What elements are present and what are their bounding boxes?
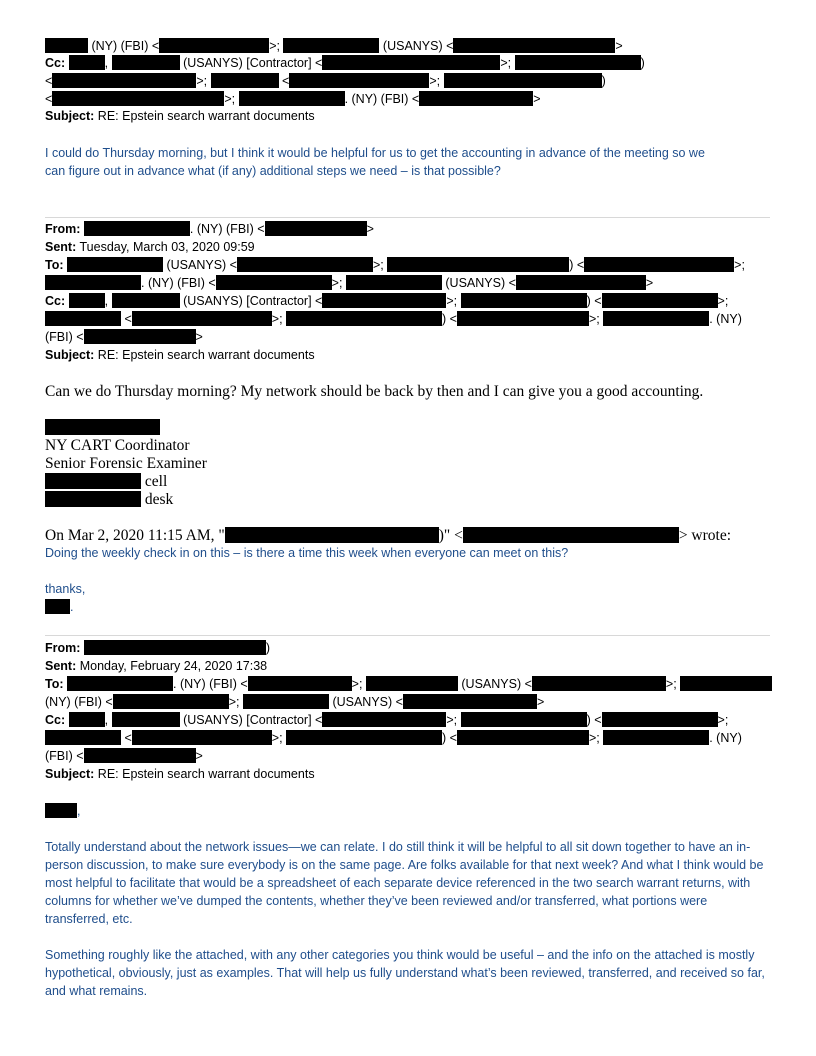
email2-to-line <box>45 256 745 274</box>
text: > <box>536 695 545 709</box>
text: (USANYS) < <box>163 258 237 272</box>
redaction <box>67 257 163 272</box>
subject: RE: Epstein search warrant documents <box>97 109 315 123</box>
redaction <box>387 257 569 272</box>
redaction <box>453 38 615 53</box>
text: , <box>104 56 112 70</box>
divider <box>45 635 770 636</box>
redaction <box>403 694 537 709</box>
text: > <box>195 330 203 344</box>
text: (USANYS) < <box>379 39 454 53</box>
text: . (NY) (FBI) < <box>173 677 248 691</box>
text: (USANYS) [Contractor] < <box>179 56 323 70</box>
to-label: To: <box>45 677 64 691</box>
redaction <box>52 91 224 106</box>
redaction <box>322 293 446 308</box>
text: )" < <box>438 527 463 544</box>
text: > <box>195 749 203 763</box>
redaction <box>457 311 589 326</box>
text: desk <box>144 491 174 508</box>
text: > <box>615 39 623 53</box>
redaction <box>289 73 429 88</box>
email3-paragraph-1: Totally understand about the network issues—we can relate. I do still think it will be helpful to all sit down together to have an in-person discussion, to make sure everybody is on the same page. Are folks available for that next week? And what I think would be most helpful to facilitate that would be a spreadsheet of each separate device referenced in the two search warrant returns, with columns for whether we’ve dumped the contents, whether they’ve been reviewed and/or transferred, what portions were transferred, etc. <box>45 840 764 926</box>
email3-cc-line-3 <box>45 747 203 765</box>
text: . (NY) <box>709 731 742 745</box>
redaction <box>211 73 279 88</box>
redaction <box>113 694 229 709</box>
redaction <box>69 712 105 727</box>
text: > <box>533 92 541 106</box>
email3-cc-line-2 <box>45 729 742 747</box>
redaction <box>45 419 160 435</box>
text: >; <box>446 713 461 727</box>
email1-cc-line <box>45 54 645 72</box>
redaction <box>112 712 180 727</box>
text: >; <box>734 258 745 272</box>
email2-cc-line <box>45 292 728 310</box>
email1-cc-line-3 <box>45 90 541 108</box>
text: >; <box>331 276 346 290</box>
email1-subject-line <box>45 107 315 125</box>
email1-body-line-2: can figure out in advance what (if any) additional steps we need – is that possible? <box>45 164 501 178</box>
email3-from-line <box>45 639 270 657</box>
text: ) < <box>586 713 602 727</box>
text: (FBI) < <box>45 330 84 344</box>
signature-desk <box>45 491 173 509</box>
text: , <box>104 294 112 308</box>
redaction <box>680 676 772 691</box>
text: >; <box>271 312 287 326</box>
text: (USANYS) < <box>441 276 516 290</box>
text: ) <box>265 641 271 655</box>
redaction <box>52 73 196 88</box>
subject-label: Subject: <box>45 348 95 362</box>
signature-name <box>45 419 160 437</box>
text: >; <box>228 695 243 709</box>
redaction <box>225 527 439 543</box>
text: , <box>104 713 112 727</box>
text: < <box>45 92 53 106</box>
redaction <box>419 91 533 106</box>
text: >; <box>588 731 604 745</box>
redaction <box>45 730 121 745</box>
redaction <box>45 803 77 818</box>
subject-label: Subject: <box>45 109 95 123</box>
email2-cc-line-2 <box>45 310 742 328</box>
text: > <box>366 222 374 236</box>
to-label: To: <box>45 258 64 272</box>
text: . <box>70 600 74 614</box>
text: . (NY) (FBI) < <box>189 222 265 236</box>
text: < <box>45 74 53 88</box>
email2-from-line <box>45 220 374 238</box>
redaction <box>265 221 367 236</box>
text: (USANYS) [Contractor] < <box>179 294 323 308</box>
text: cell <box>144 473 168 490</box>
redaction <box>602 712 718 727</box>
text: >; <box>271 731 287 745</box>
email2-sent-line <box>45 238 255 256</box>
text: (NY) (FBI) < <box>88 39 160 53</box>
redaction <box>45 275 141 290</box>
cc-label: Cc: <box>45 294 66 308</box>
redaction <box>69 293 105 308</box>
email1-recipients-line <box>45 37 623 55</box>
redaction <box>84 329 196 344</box>
text: > <box>645 276 654 290</box>
redaction <box>366 676 458 691</box>
signature-title-1: NY CART Coordinator <box>45 437 190 454</box>
text: >; <box>372 258 388 272</box>
subject-label: Subject: <box>45 767 95 781</box>
sent-label: Sent: <box>45 240 77 254</box>
text: < <box>121 312 132 326</box>
quoted-body: Doing the weekly check in on this – is there a time this week when everyone can meet on this? <box>45 546 569 560</box>
redaction <box>283 38 379 53</box>
redaction <box>584 257 734 272</box>
redaction <box>132 311 272 326</box>
email1-body-line-1: I could do Thursday morning, but I think it would be helpful for us to get the accounting in advance of the meeting so we <box>45 146 705 160</box>
cc-label: Cc: <box>45 56 66 70</box>
email3-paragraph-2: Something roughly like the attached, with any other categories you think would be useful – and the info on the attached is mostly hypothetical, obviously, just as examples. That will help us fully understand what’s been reviewed, transferred, and received so far, and what remains. <box>45 948 765 998</box>
divider <box>45 217 770 218</box>
cc-label: Cc: <box>45 713 66 727</box>
redaction <box>216 275 332 290</box>
redaction <box>603 730 709 745</box>
redaction <box>248 676 352 691</box>
text: >; <box>224 92 239 106</box>
email3-greeting <box>45 802 80 820</box>
redaction <box>461 712 587 727</box>
from-label: From: <box>45 222 81 236</box>
redaction <box>444 73 602 88</box>
redaction <box>532 676 666 691</box>
text: (USANYS) [Contractor] < <box>179 713 323 727</box>
email3-subject-line <box>45 765 315 783</box>
redaction <box>602 293 718 308</box>
text: ) < <box>442 731 457 745</box>
text: ) < <box>586 294 602 308</box>
text: (USANYS) < <box>328 695 403 709</box>
subject: RE: Epstein search warrant documents <box>97 348 315 362</box>
signature-cell <box>45 473 167 491</box>
redaction <box>84 221 190 236</box>
text: , <box>77 804 81 818</box>
text: (FBI) < <box>45 749 84 763</box>
redaction <box>132 730 272 745</box>
from-label: From: <box>45 641 81 655</box>
text: >; <box>196 74 211 88</box>
signature-title-2: Senior Forensic Examiner <box>45 455 207 472</box>
text: >; <box>500 56 515 70</box>
redaction <box>322 712 446 727</box>
redaction <box>463 527 679 543</box>
quoted-thanks: thanks, <box>45 582 86 596</box>
text: On Mar 2, 2020 11:15 AM, " <box>45 527 225 544</box>
email3-to-line-2 <box>45 693 544 711</box>
redaction <box>69 55 105 70</box>
redaction <box>45 473 141 489</box>
redaction <box>322 55 500 70</box>
text: >; <box>588 312 604 326</box>
sent-date: Monday, February 24, 2020 17:38 <box>79 659 268 673</box>
subject: RE: Epstein search warrant documents <box>97 767 315 781</box>
redaction <box>457 730 589 745</box>
text: ) <box>601 74 606 88</box>
quoted-header <box>45 527 731 545</box>
email3-to-line <box>45 675 772 693</box>
redaction <box>45 491 141 507</box>
email2-to-line-2 <box>45 274 653 292</box>
email1-cc-line-2 <box>45 72 606 90</box>
text: < <box>278 74 290 88</box>
text: ) <box>640 56 645 70</box>
email2-subject-line <box>45 346 315 364</box>
redaction <box>461 293 587 308</box>
text: >; <box>429 74 444 88</box>
redaction <box>286 730 442 745</box>
text: >; <box>446 294 461 308</box>
redaction <box>45 311 121 326</box>
sent-label: Sent: <box>45 659 77 673</box>
redaction <box>515 55 641 70</box>
redaction <box>516 275 646 290</box>
text: >; <box>717 294 729 308</box>
text: (NY) (FBI) < <box>45 695 113 709</box>
redaction <box>286 311 442 326</box>
email3-sent-line <box>45 657 267 675</box>
redaction <box>237 257 373 272</box>
text: ) < <box>442 312 457 326</box>
email2-cc-line-3 <box>45 328 203 346</box>
redaction <box>346 275 442 290</box>
redaction <box>45 38 88 53</box>
redaction <box>84 640 266 655</box>
redaction <box>603 311 709 326</box>
redaction <box>243 694 329 709</box>
text: >; <box>665 677 681 691</box>
redaction <box>112 55 180 70</box>
text: . (NY) (FBI) < <box>141 276 216 290</box>
text: < <box>121 731 132 745</box>
redaction <box>159 38 269 53</box>
text: . (NY) <box>709 312 742 326</box>
text: (USANYS) < <box>457 677 532 691</box>
sent-date: Tuesday, March 03, 2020 09:59 <box>79 240 255 254</box>
redaction <box>112 293 180 308</box>
redaction <box>67 676 173 691</box>
text: ) < <box>569 258 585 272</box>
email2-body: Can we do Thursday morning? My network should be back by then and I can give you a good accounting. <box>45 383 704 400</box>
text: >; <box>717 713 729 727</box>
quoted-signature <box>45 598 73 616</box>
text: > wrote: <box>678 527 732 544</box>
redaction <box>45 599 70 614</box>
text: >; <box>269 39 284 53</box>
email3-cc-line <box>45 711 728 729</box>
text: >; <box>351 677 366 691</box>
text: . (NY) (FBI) < <box>344 92 420 106</box>
redaction <box>239 91 345 106</box>
redaction <box>84 748 196 763</box>
